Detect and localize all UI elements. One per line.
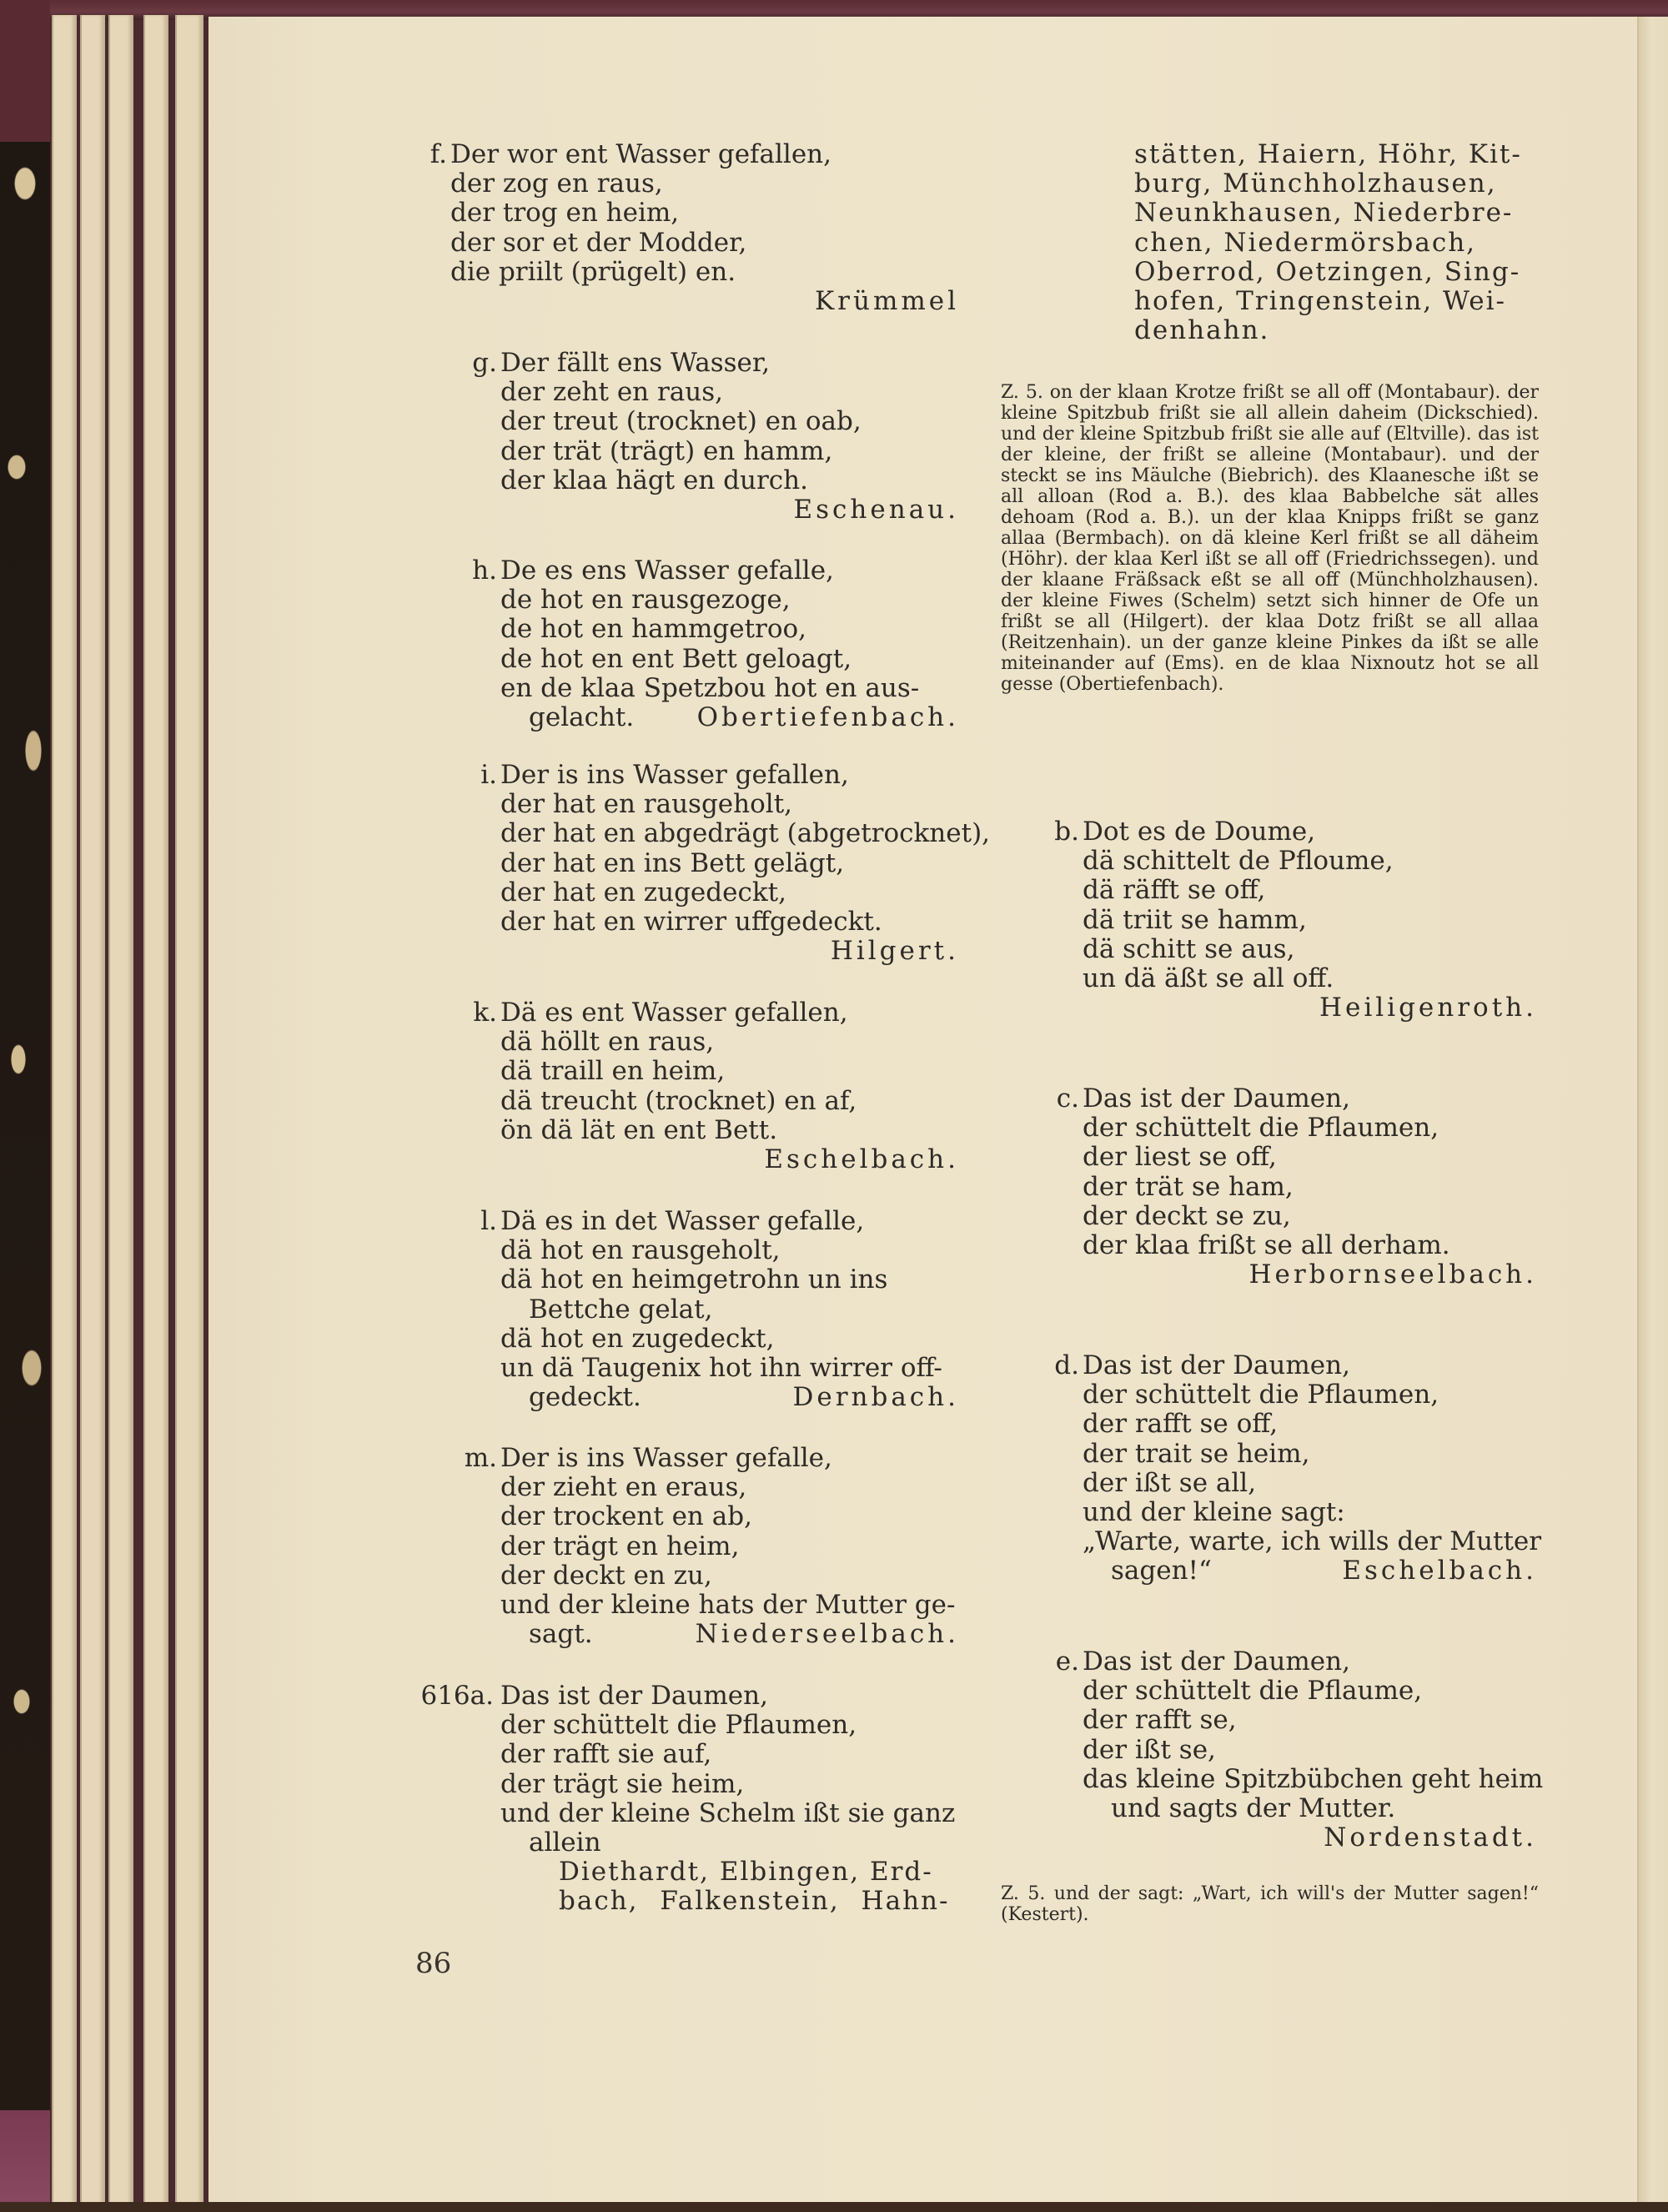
verse-line: dä triit se hamm, bbox=[1083, 904, 1307, 935]
verse-line: Dä es in det Wasser gefalle, bbox=[500, 1206, 865, 1236]
verse-label: k. bbox=[473, 998, 497, 1028]
verse-line: dä hot en heimgetrohn un ins bbox=[500, 1264, 888, 1295]
verse-line: der deckt se zu, bbox=[1083, 1200, 1291, 1231]
verse-line: Der wor ent Wasser gefallen, bbox=[450, 139, 831, 169]
verse-d bbox=[1054, 1350, 1542, 1586]
verse-line: dä höllt en raus, bbox=[500, 1027, 715, 1058]
verse-line: die priilt (prügelt) en. bbox=[450, 256, 736, 287]
verse-line: der hat en abgedrägt (abgetrocknet), bbox=[500, 818, 991, 849]
verse-line: der sor et der Modder, bbox=[450, 227, 747, 258]
verse-line: der trockent en ab, bbox=[500, 1501, 752, 1532]
facing-page-edge bbox=[1637, 17, 1668, 2202]
place-list-line: Oberrod, Oetzingen, Sing- bbox=[1134, 256, 1521, 287]
verse-c bbox=[1056, 1083, 1537, 1290]
footnote-kestert: Z. 5. und der sagt: „Wart, ich will's der Mutter sagen!“ (Kestert). bbox=[1001, 1883, 1539, 1925]
verse-line: der schüttelt die Pflaume, bbox=[1083, 1676, 1423, 1707]
verse-line: gelacht. bbox=[529, 702, 635, 733]
place-name: Niederseelbach. bbox=[695, 1619, 959, 1650]
place-name: Hilgert. bbox=[830, 936, 959, 967]
page-edge bbox=[175, 15, 203, 2204]
verse-line: der treut (trocknet) en oab, bbox=[500, 406, 862, 437]
verse-line: Der is ins Wasser gefalle, bbox=[500, 1443, 832, 1473]
verse-line: dä treucht (trocknet) en af, bbox=[500, 1085, 857, 1116]
verse-line: der hat en ins Bett gelägt, bbox=[500, 847, 845, 878]
verse-line: und der kleine hats der Mutter ge- bbox=[500, 1590, 956, 1621]
book-cover-bottom bbox=[0, 2202, 1668, 2212]
verse-b bbox=[1054, 817, 1537, 1023]
page-number: 86 bbox=[415, 1947, 452, 1980]
verse-number: 616a. bbox=[420, 1681, 494, 1711]
place-list-line: burg, Münchholzhausen, bbox=[1134, 168, 1497, 199]
verse-line: der zog en raus, bbox=[450, 168, 663, 199]
verse-m bbox=[464, 1443, 959, 1650]
place-name: Eschelbach. bbox=[1342, 1556, 1537, 1586]
verse-line: der deckt en zu, bbox=[500, 1560, 712, 1591]
page-edge bbox=[52, 15, 77, 2204]
verse-line: dä schittelt de Pfloume, bbox=[1083, 846, 1394, 877]
verse-line: dä räfft se off, bbox=[1083, 875, 1266, 906]
verse-label: m. bbox=[464, 1443, 497, 1473]
verse-line: dä schitt se aus, bbox=[1083, 933, 1295, 964]
verse-line: der rafft se, bbox=[1083, 1705, 1237, 1736]
verse-line: der trägt en heim, bbox=[500, 1531, 740, 1561]
verse-line-continued bbox=[500, 703, 959, 732]
place-name: Eschenau. bbox=[793, 495, 959, 525]
place-list-line: denhahn. bbox=[1134, 315, 1270, 346]
verse-line: der schüttelt die Pflaumen, bbox=[1083, 1113, 1439, 1144]
verse-e bbox=[1055, 1646, 1544, 1853]
verse-line: und der kleine sagt: bbox=[1083, 1497, 1345, 1528]
verse-line: Dä es ent Wasser gefallen, bbox=[500, 998, 848, 1028]
verse-line: und der kleine Schelm ißt sie ganz bbox=[500, 1797, 956, 1828]
verse-label: g. bbox=[472, 348, 497, 378]
verse-label: i. bbox=[480, 760, 497, 790]
verse-label: b. bbox=[1054, 817, 1079, 847]
verse-label: f. bbox=[430, 139, 447, 169]
place-name: Heiligenroth. bbox=[1319, 993, 1537, 1023]
place-list-continued bbox=[1134, 140, 1543, 345]
place-name: Krümmel bbox=[815, 286, 959, 317]
verse-line: gedeckt. bbox=[529, 1382, 641, 1413]
verse-label: h. bbox=[472, 556, 497, 586]
verse-line: Dot es de Doume, bbox=[1083, 817, 1316, 847]
verse-line: der zieht en eraus, bbox=[500, 1472, 747, 1503]
verse-line: un dä äßt se all off. bbox=[1083, 963, 1334, 994]
verse-line: Der is ins Wasser gefallen, bbox=[500, 760, 849, 790]
verse-line: der rafft se off, bbox=[1083, 1409, 1279, 1440]
verse-line: der schüttelt die Pflaumen, bbox=[500, 1710, 857, 1741]
verse-line: un dä Taugenix hot ihn wirrer off- bbox=[500, 1353, 942, 1384]
verse-line: der klaa frißt se all derham. bbox=[1083, 1230, 1450, 1261]
verse-k bbox=[473, 998, 959, 1175]
place-name: Dernbach. bbox=[792, 1382, 959, 1413]
place-name: Nordenstadt. bbox=[1324, 1822, 1537, 1853]
verse-line: der hat en zugedeckt, bbox=[500, 877, 786, 907]
verse-line: Das ist der Daumen, bbox=[500, 1681, 768, 1711]
footnote-variants: Z. 5. on der klaan Krotze frißt se all off (Montabaur). der kleine Spitzbub frißt sie all allein daheim (Dickschied). und der kleine Spitzbub frißt sie alle auf (Eltville). das ist der kleine, der frißt se alleine (Montabaur). und der steckt se ins Mäulche (Biebrich). des Klaanesche ißt se all alloan (Rod a. B.). des klaa Babbelche sät alles dehoam (Rod a. B.). un der klaa Knipps frißt se ganz allaa (Bermbach). on dä kleine Kerl frißt se all däheim (Höhr). der klaa Kerl ißt se all off (Friedrichssegen). und der klaane Fräßsack eßt se all off (Münchholzhausen). der kleine Fiwes (Schelm) setzt sich hinner de Ofe un frißt se all (Hilgert). der klaa Dotz frißt se all allaa (Reitzenhain). un der ganze kleine Pinkes da ißt se alle miteinander auf (Ems). en de klaa Nixnoutz hot se all gesse (Obertiefenbach). bbox=[1001, 382, 1539, 695]
verse-line: Bettche gelat, bbox=[529, 1294, 713, 1325]
verse-line: der zeht en raus, bbox=[500, 377, 724, 408]
place-name: Eschelbach. bbox=[764, 1144, 959, 1175]
verse-line: der klaa hägt en durch. bbox=[500, 465, 808, 495]
place-list-line: hofen, Tringenstein, Wei- bbox=[1134, 286, 1507, 317]
verse-line: sagt. bbox=[529, 1619, 593, 1650]
verse-line: der ißt se all, bbox=[1083, 1467, 1257, 1498]
verse-line: der rafft sie auf, bbox=[500, 1739, 712, 1770]
verse-label: l. bbox=[480, 1206, 497, 1236]
page-edge bbox=[143, 15, 168, 2204]
verse-616a bbox=[420, 1681, 959, 1917]
verse-line: allein bbox=[529, 1827, 601, 1858]
place-list-line: Diethardt, Elbingen, Erd- bbox=[559, 1857, 933, 1888]
verse-line: sagen!“ bbox=[1111, 1556, 1212, 1586]
verse-line: Das ist der Daumen, bbox=[1083, 1646, 1350, 1677]
verse-label: d. bbox=[1054, 1350, 1079, 1380]
verse-line-continued bbox=[1083, 1556, 1537, 1586]
verse-f bbox=[430, 139, 959, 317]
verse-line: de hot en hammgetroo, bbox=[500, 614, 807, 645]
verse-line: der trog en heim, bbox=[450, 198, 680, 229]
verse-line: der hat en rausgeholt, bbox=[500, 789, 793, 820]
verse-line: der trät se ham, bbox=[1083, 1171, 1294, 1202]
verse-line: der trät (trägt) en hamm, bbox=[500, 435, 833, 466]
verse-line: dä hot en zugedeckt, bbox=[500, 1323, 775, 1354]
place-name: Obertiefenbach. bbox=[696, 702, 959, 733]
verse-line: dä traill en heim, bbox=[500, 1056, 726, 1087]
verse-line: De es ens Wasser gefalle, bbox=[500, 556, 834, 586]
verse-line: ön dä lät en ent Bett. bbox=[500, 1114, 778, 1145]
verse-line: en de klaa Spetzbou hot en aus- bbox=[500, 672, 920, 703]
verse-line: das kleine Spitzbübchen geht heim bbox=[1083, 1763, 1544, 1794]
verse-line: Das ist der Daumen, bbox=[1083, 1083, 1350, 1114]
verse-line: der ißt se, bbox=[1083, 1734, 1216, 1765]
verse-label: e. bbox=[1055, 1646, 1079, 1677]
verse-line: und sagts der Mutter. bbox=[1111, 1793, 1396, 1824]
place-list-line: bach, Falkenstein, Hahn- bbox=[559, 1886, 950, 1917]
verse-g bbox=[472, 348, 959, 525]
place-list-line: chen, Niedermörsbach, bbox=[1134, 227, 1477, 258]
book-cover-left bbox=[0, 0, 50, 2212]
verse-line: „Warte, warte, ich wills der Mutter bbox=[1083, 1526, 1542, 1557]
verse-line: de hot en rausgezoge, bbox=[500, 585, 791, 616]
verse-line: der hat en wirrer uffgedeckt. bbox=[500, 907, 882, 938]
verse-line: der trägt sie heim, bbox=[500, 1768, 745, 1799]
verse-line-continued bbox=[500, 1383, 959, 1412]
verse-i bbox=[480, 760, 991, 967]
verse-label: c. bbox=[1056, 1083, 1079, 1114]
verse-l bbox=[480, 1206, 959, 1413]
place-list-line: Neunkhausen, Niederbre- bbox=[1134, 198, 1514, 229]
verse-line: de hot en ent Bett geloagt, bbox=[500, 643, 852, 674]
verse-line: der trait se heim, bbox=[1083, 1438, 1310, 1469]
verse-line-continued bbox=[500, 1620, 959, 1649]
page-edge bbox=[80, 15, 105, 2204]
verse-line: der liest se off, bbox=[1083, 1142, 1277, 1173]
verse-line: der schüttelt die Pflaumen, bbox=[1083, 1380, 1439, 1410]
verse-line: Der fällt ens Wasser, bbox=[500, 348, 771, 378]
page-edge bbox=[108, 15, 133, 2204]
verse-line: dä hot en rausgeholt, bbox=[500, 1235, 781, 1266]
place-list-line: stätten, Haiern, Höhr, Kit- bbox=[1134, 139, 1522, 169]
verse-line: Das ist der Daumen, bbox=[1083, 1350, 1350, 1380]
place-name: Herbornseelbach. bbox=[1248, 1259, 1537, 1290]
verse-h bbox=[472, 556, 959, 733]
